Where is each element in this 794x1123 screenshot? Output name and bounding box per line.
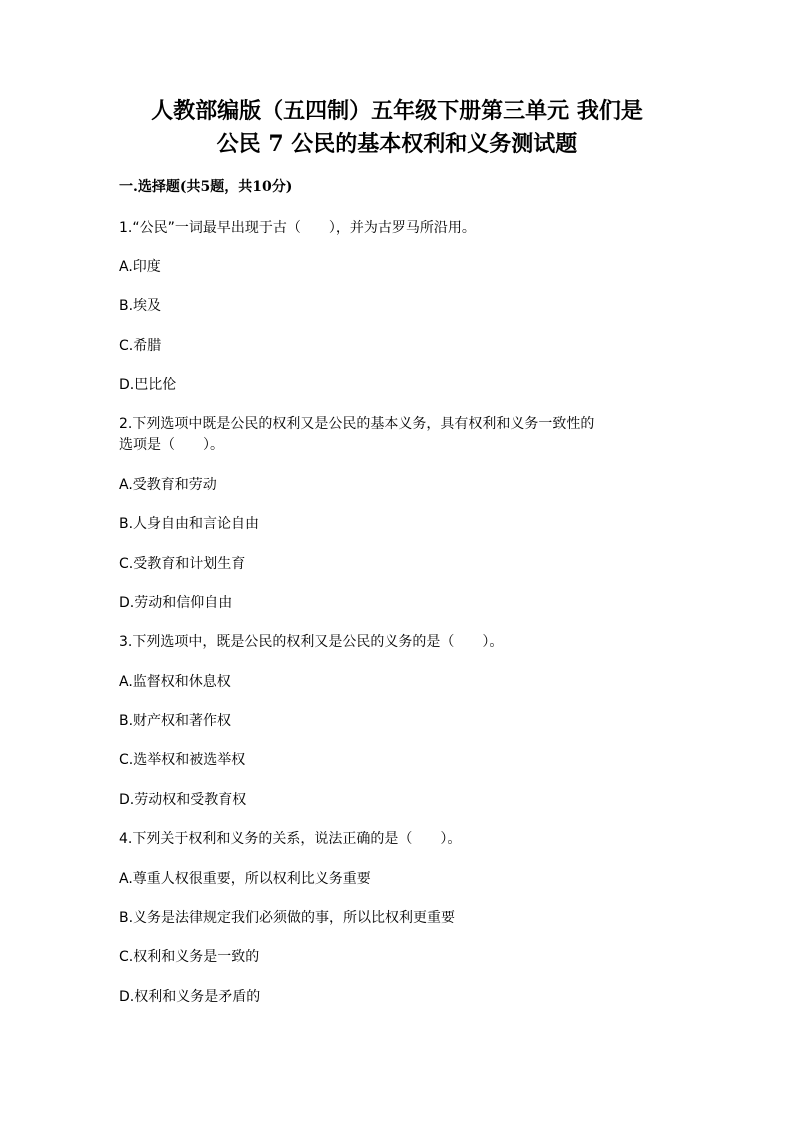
question-3-option-c: C.选举权和被选举权 [119, 752, 246, 768]
question-3-option-d: D.劳动权和受教育权 [119, 792, 247, 808]
question-3-option-b: B.财产权和著作权 [119, 713, 232, 729]
question-4-option-d: D.权利和义务是矛盾的 [119, 989, 261, 1005]
question-2-option-a: A.受教育和劳动 [119, 477, 217, 493]
question-4-stem: 4.下列关于权利和义务的关系，说法正确的是（ ）。 [119, 831, 462, 847]
question-2-stem-line-1: 2.下列选项中既是公民的权利又是公民的基本义务，具有权利和义务一致性的 [119, 416, 595, 432]
question-4-option-b: B.义务是法律规定我们必须做的事，所以比权利更重要 [119, 910, 456, 926]
question-1-stem: 1.“公民”一词最早出现于古（ ），并为古罗马所沿用。 [119, 220, 476, 236]
document-title-line-1: 人教部编版（五四制）五年级下册第三单元 我们是 [151, 98, 643, 124]
question-2-option-d: D.劳动和信仰自由 [119, 595, 233, 611]
question-1-option-c: C.希腊 [119, 338, 162, 354]
question-2-stem-line-2: 选项是（ ）。 [119, 437, 224, 453]
question-4-option-c: C.权利和义务是一致的 [119, 949, 260, 965]
document-title-line-2: 公民 7 公民的基本权利和义务测试题 [216, 131, 578, 157]
question-4-option-a: A.尊重人权很重要，所以权利比义务重要 [119, 871, 371, 887]
question-3-stem: 3.下列选项中，既是公民的权利又是公民的义务的是（ ）。 [119, 634, 504, 650]
question-2-option-b: B.人身自由和言论自由 [119, 516, 260, 532]
section-heading: 一.选择题(共5题，共10分) [119, 179, 293, 195]
question-2-option-c: C.受教育和计划生育 [119, 556, 246, 572]
question-1-option-d: D.巴比伦 [119, 377, 177, 393]
question-1-option-a: A.印度 [119, 259, 161, 275]
question-3-option-a: A.监督权和休息权 [119, 674, 231, 690]
question-1-option-b: B.埃及 [119, 298, 162, 314]
